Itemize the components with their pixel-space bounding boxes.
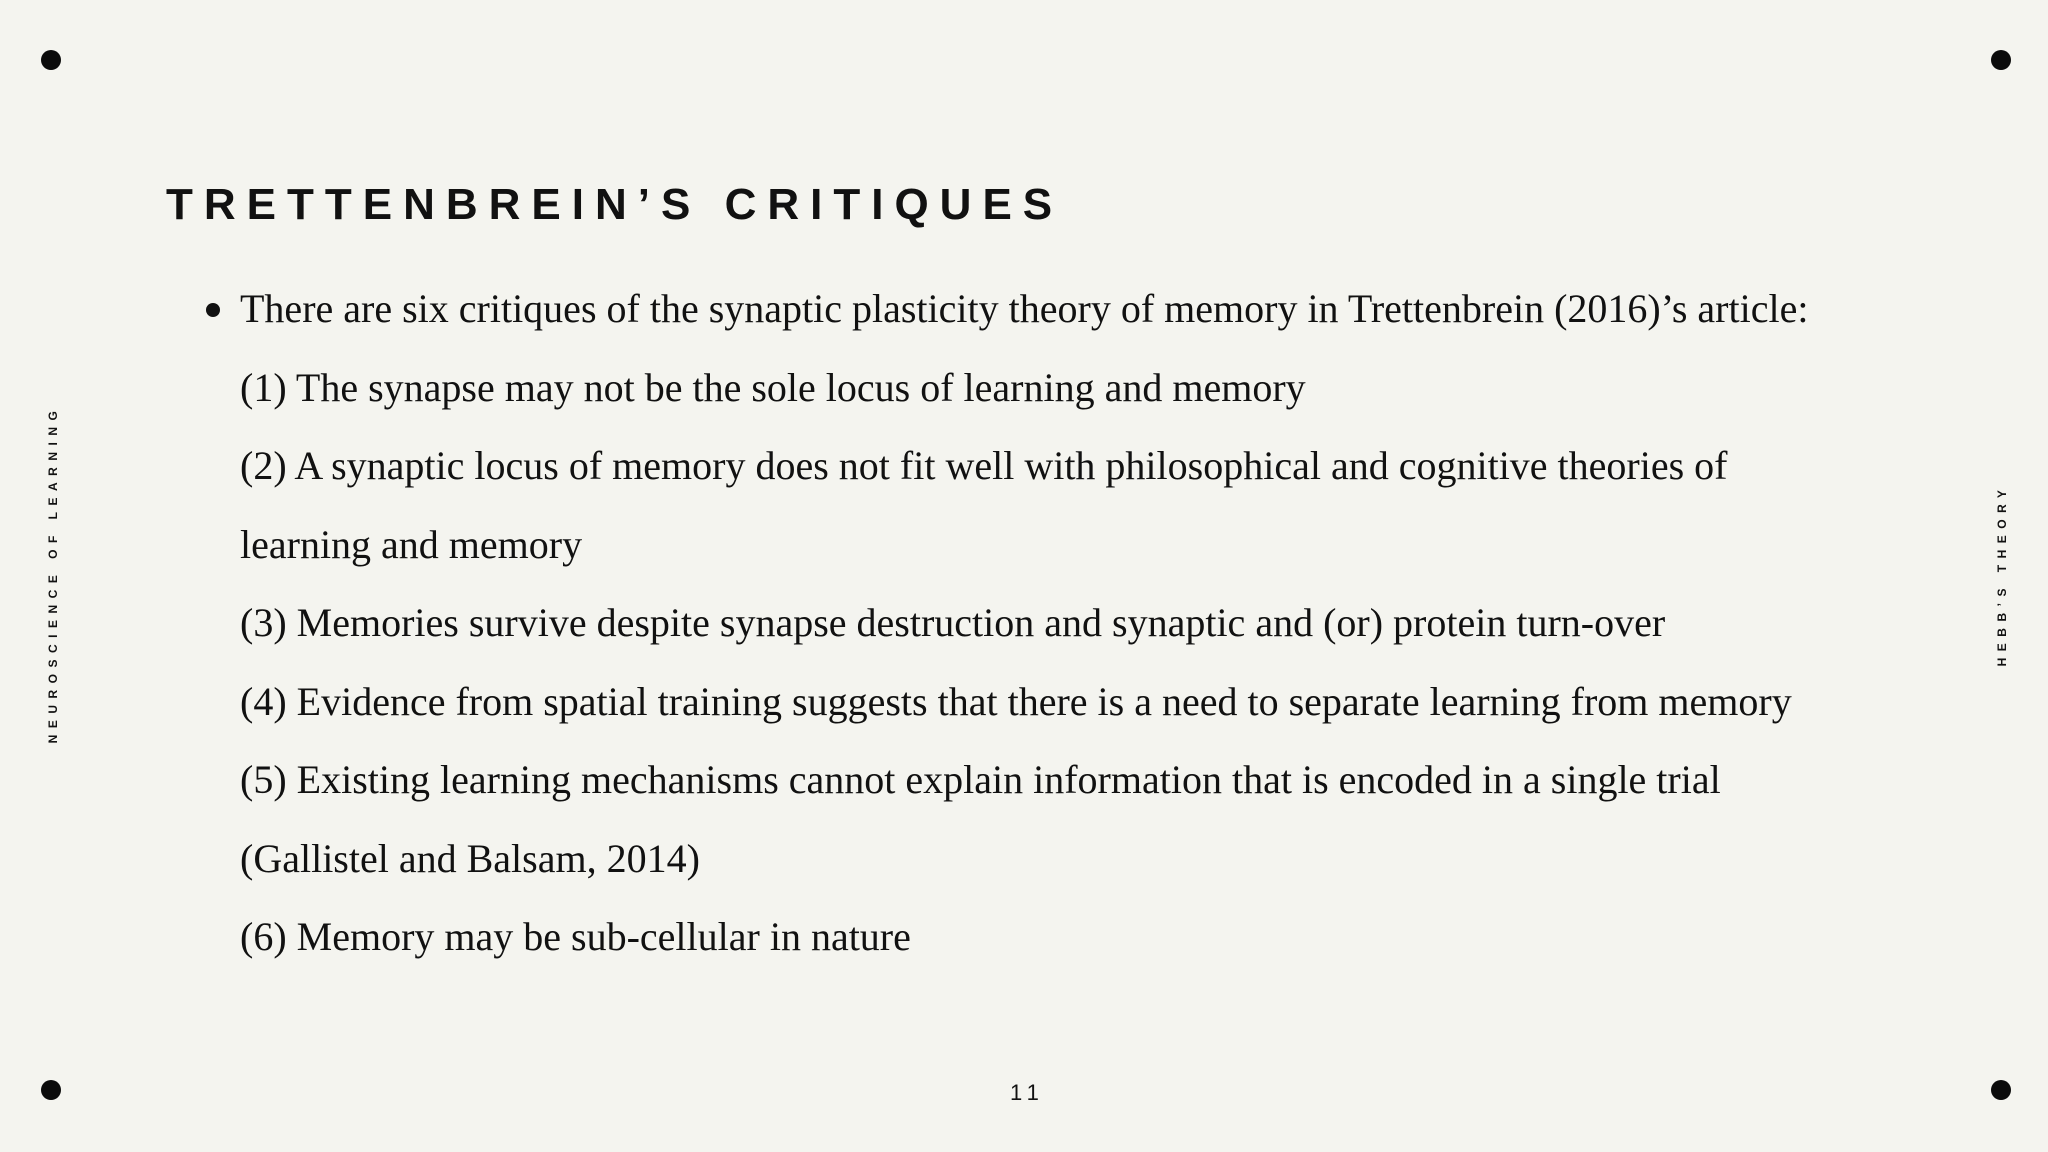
body-line: (5) Existing learning mechanisms cannot explain information that is encoded in a single trial <box>240 757 1721 802</box>
slide-body <box>240 270 1880 977</box>
corner-dot-top-right <box>1991 50 2011 70</box>
page-number: 11 <box>1010 1080 1045 1105</box>
body-line: (6) Memory may be sub-cellular in nature <box>240 914 911 959</box>
side-label-right: HEBB’S THEORY <box>1995 483 2009 667</box>
corner-dot-bottom-left <box>41 1080 61 1100</box>
body-line: There are six critiques of the synaptic plasticity theory of memory in Trettenbrein (2016)’s article: <box>240 286 1809 331</box>
bullet-dot <box>206 303 220 317</box>
body-line: (Gallistel and Balsam, 2014) <box>240 835 700 881</box>
body-line: (3) Memories survive despite synapse destruction and synaptic and (or) protein turn-over <box>240 600 1666 645</box>
slide-title: TRETTENBREIN’S CRITIQUES <box>166 180 1064 229</box>
body-line: (4) Evidence from spatial training suggests that there is a need to separate learning from memory <box>240 678 1792 724</box>
body-line: learning and memory <box>240 521 583 567</box>
corner-dot-bottom-right <box>1991 1080 2011 1100</box>
body-line: (2) A synaptic locus of memory does not fit well with philosophical and cognitive theories of <box>240 443 1728 488</box>
corner-dot-top-left <box>41 50 61 70</box>
bullet-item <box>240 270 1880 349</box>
side-label-left: NEUROSCIENCE OF LEARNING <box>46 404 60 744</box>
body-line: (1) The synapse may not be the sole locus of learning and memory <box>240 364 1306 410</box>
